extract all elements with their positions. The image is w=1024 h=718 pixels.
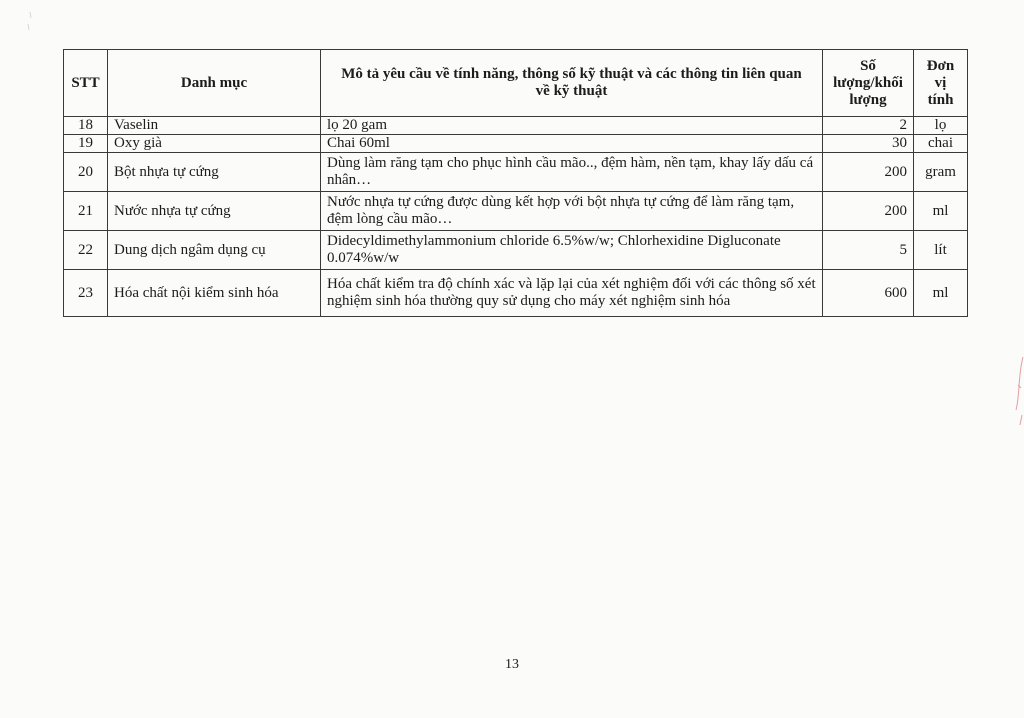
stamp-edge-mark [1008, 355, 1024, 435]
row-category: Oxy già [108, 135, 321, 153]
row-description: Didecyldimethylammonium chloride 6.5%w/w; Chlorhexidine Digluconate 0.074%w/w [321, 231, 823, 270]
row-stt: 22 [64, 231, 108, 270]
row-quantity: 200 [823, 153, 914, 192]
row-unit: gram [914, 153, 968, 192]
scan-speck-mark [24, 10, 36, 34]
row-description: Chai 60ml [321, 135, 823, 153]
row-category: Vaselin [108, 117, 321, 135]
row-category: Hóa chất nội kiểm sinh hóa [108, 270, 321, 317]
row-description: Hóa chất kiểm tra độ chính xác và lặp lại của xét nghiệm đối với các thông số xét nghiệm sinh hóa thường quy sử dụng cho máy xét nghiệm sinh hóa [321, 270, 823, 317]
table-row [64, 153, 968, 192]
row-stt: 19 [64, 135, 108, 153]
row-stt: 18 [64, 117, 108, 135]
row-category: Nước nhựa tự cứng [108, 192, 321, 231]
specification-table [63, 49, 968, 317]
table-row [64, 135, 968, 153]
header-category: Danh mục [108, 50, 321, 117]
row-quantity: 5 [823, 231, 914, 270]
row-unit: ml [914, 270, 968, 317]
row-description: Dùng làm răng tạm cho phục hình cầu mão.., đệm hàm, nền tạm, khay lấy dấu cá nhân… [321, 153, 823, 192]
header-description: Mô tả yêu cầu về tính năng, thông số kỹ thuật và các thông tin liên quan về kỹ thuật [321, 50, 823, 117]
table-row [64, 192, 968, 231]
row-category: Dung dịch ngâm dụng cụ [108, 231, 321, 270]
row-stt: 23 [64, 270, 108, 317]
row-quantity: 200 [823, 192, 914, 231]
row-unit: lọ [914, 117, 968, 135]
row-quantity: 30 [823, 135, 914, 153]
row-unit: chai [914, 135, 968, 153]
row-description: lọ 20 gam [321, 117, 823, 135]
row-stt: 21 [64, 192, 108, 231]
table-header-row [64, 50, 968, 117]
row-unit: ml [914, 192, 968, 231]
header-unit: Đơn vị tính [914, 50, 968, 117]
header-stt: STT [64, 50, 108, 117]
row-description: Nước nhựa tự cứng được dùng kết hợp với bột nhựa tự cứng để làm răng tạm, đệm lòng cầu mão… [321, 192, 823, 231]
row-quantity: 600 [823, 270, 914, 317]
row-stt: 20 [64, 153, 108, 192]
table-row [64, 270, 968, 317]
row-quantity: 2 [823, 117, 914, 135]
table-row [64, 117, 968, 135]
row-category: Bột nhựa tự cứng [108, 153, 321, 192]
row-unit: lít [914, 231, 968, 270]
page-number: 13 [505, 657, 519, 672]
table-row [64, 231, 968, 270]
header-quantity: Số lượng/khối lượng [823, 50, 914, 117]
